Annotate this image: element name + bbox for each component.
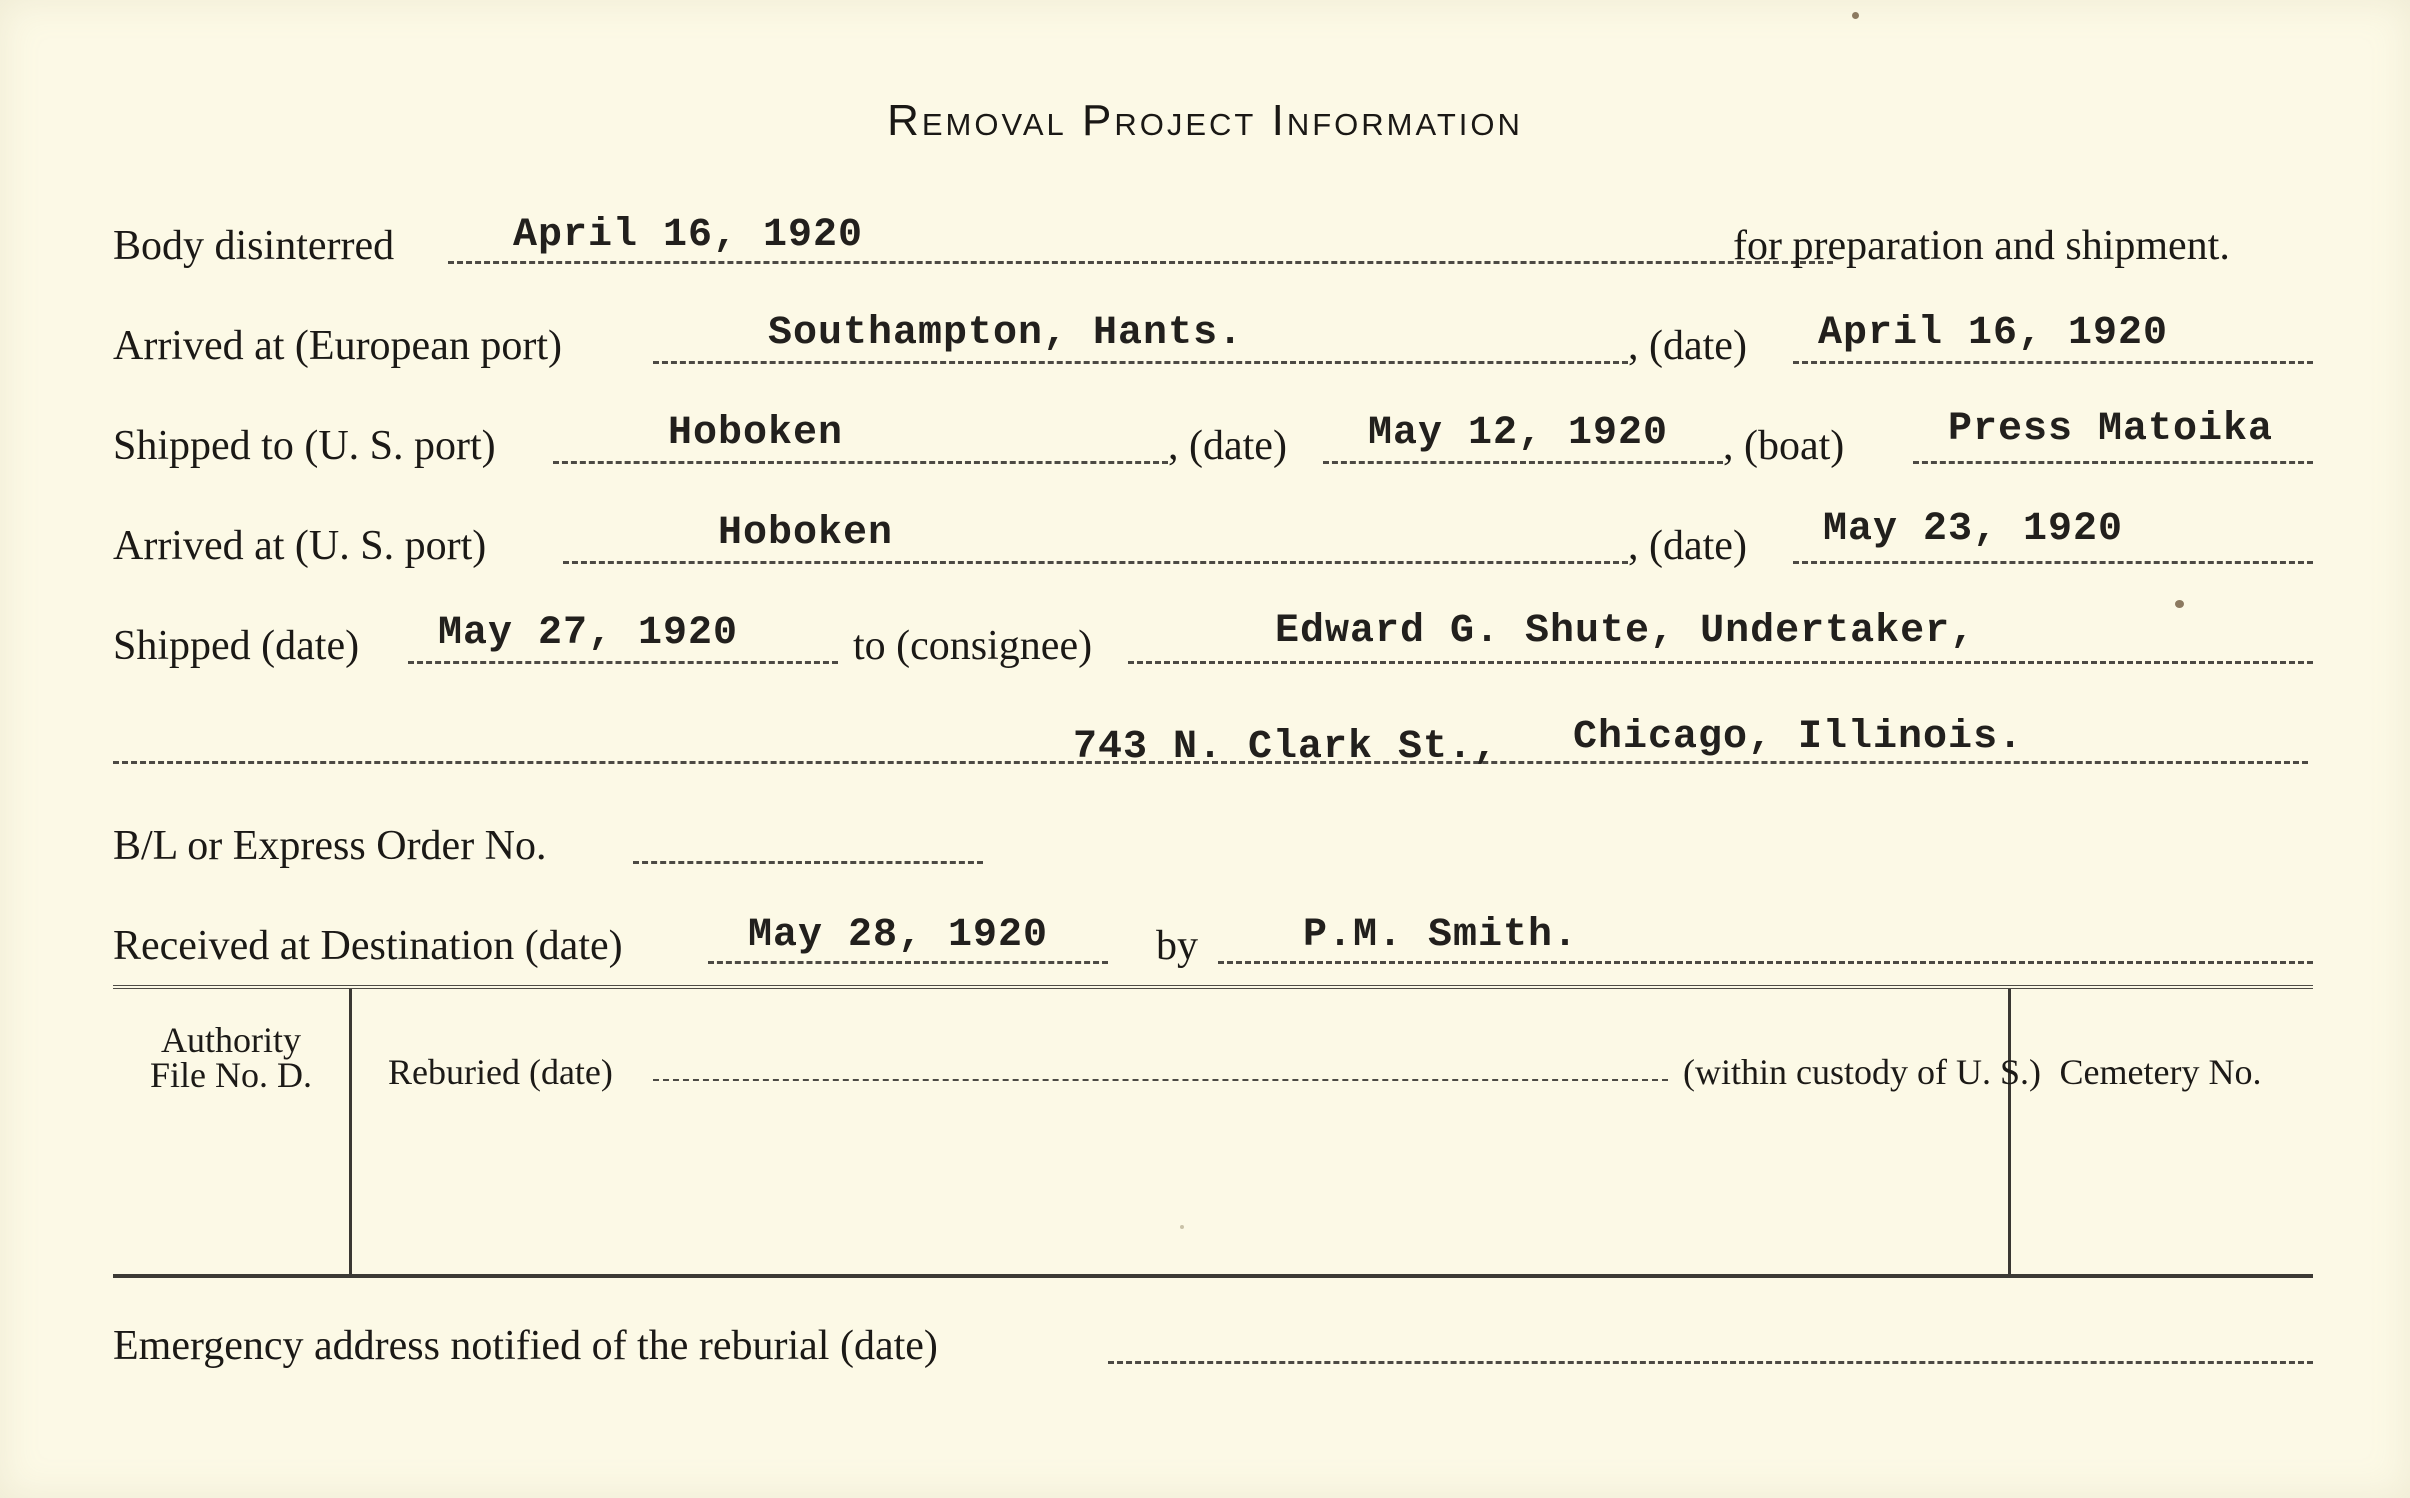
reburial-grid (113, 985, 2313, 1278)
boat-value: Press Matoika (1948, 407, 2274, 452)
emergency-line (1108, 1361, 2313, 1364)
us-port-label: Arrived at (U. S. port) (113, 523, 487, 569)
row-shipped (113, 600, 2313, 670)
row-shipped-to-us-port (113, 400, 2313, 470)
received-value: May 28, 1920 (748, 913, 1049, 958)
bl-order-line (633, 861, 983, 864)
row-arrived-european-port (113, 300, 2313, 370)
row-body-disinterred (113, 200, 2313, 270)
shipped-to-date-line (1323, 461, 1723, 464)
paper-speck (2175, 600, 2184, 608)
form-title: Removal Project Information (887, 96, 1523, 145)
boat-label: , (boat) (1723, 423, 1845, 469)
address-line1-value: 743 N. Clark St., (1073, 725, 1499, 770)
body-disinterred-line (448, 261, 1833, 264)
body-disinterred-value: April 16, 1920 (513, 213, 864, 258)
grid-divider-right (2008, 989, 2011, 1274)
shipped-date-value: May 27, 1920 (438, 611, 739, 656)
bl-order-label: B/L or Express Order No. (113, 823, 547, 869)
paper-speck (1852, 12, 1859, 19)
european-port-line (653, 361, 1628, 364)
received-by-value: P.M. Smith. (1303, 913, 1579, 958)
shipped-to-date-value: May 12, 1920 (1368, 411, 1669, 456)
row-arrived-us-port (113, 500, 2313, 570)
european-port-date-label: , (date) (1628, 323, 1747, 369)
row-bl-order (113, 800, 2313, 870)
consignee-value: Edward G. Shute, Undertaker, (1275, 609, 1976, 654)
paper-speck (1180, 1225, 1184, 1229)
european-port-label: Arrived at (European port) (113, 323, 562, 369)
row-received (113, 900, 2313, 970)
european-port-date-line (1793, 361, 2313, 364)
us-port-value: Hoboken (718, 511, 894, 556)
shipped-to-line (553, 461, 1168, 464)
body-disinterred-suffix: for preparation and shipment. (1733, 223, 2230, 269)
shipped-date-line (408, 661, 838, 664)
reburied-label: Reburied (date) (388, 1052, 613, 1092)
shipped-to-value: Hoboken (668, 411, 844, 456)
address-line2-value: Chicago, Illinois. (1573, 715, 2024, 760)
received-by-line (1218, 961, 2313, 964)
grid-divider-left (349, 989, 352, 1274)
consignee-label: to (consignee) (853, 623, 1093, 669)
shipped-to-date-label: , (date) (1168, 423, 1287, 469)
received-label: Received at Destination (date) (113, 923, 623, 969)
shipped-to-label: Shipped to (U. S. port) (113, 423, 496, 469)
reburied-line (653, 1079, 1668, 1081)
received-line (708, 961, 1108, 964)
european-port-value: Southampton, Hants. (768, 311, 1244, 356)
shipped-date-label: Shipped (date) (113, 623, 360, 669)
row-address (113, 700, 2313, 770)
body-disinterred-label: Body disinterred (113, 223, 395, 269)
cemetery-label: Cemetery No. (2059, 1052, 2262, 1092)
custody-label: (within custody of U. S.) (1683, 1052, 2041, 1092)
us-port-date-line (1793, 561, 2313, 564)
european-port-date-value: April 16, 1920 (1818, 311, 2169, 356)
boat-line (1913, 461, 2313, 464)
us-port-date-value: May 23, 1920 (1823, 507, 2124, 552)
emergency-label: Emergency address notified of the reburial (date) (113, 1323, 938, 1369)
us-port-line (563, 561, 1628, 564)
consignee-line (1128, 661, 2313, 664)
authority-label-2: File No. D. (150, 1055, 312, 1095)
row-emergency (113, 1300, 2313, 1370)
us-port-date-label: , (date) (1628, 523, 1747, 569)
authority-label-1: Authority (161, 1020, 301, 1060)
received-by-label: by (1156, 923, 1198, 969)
